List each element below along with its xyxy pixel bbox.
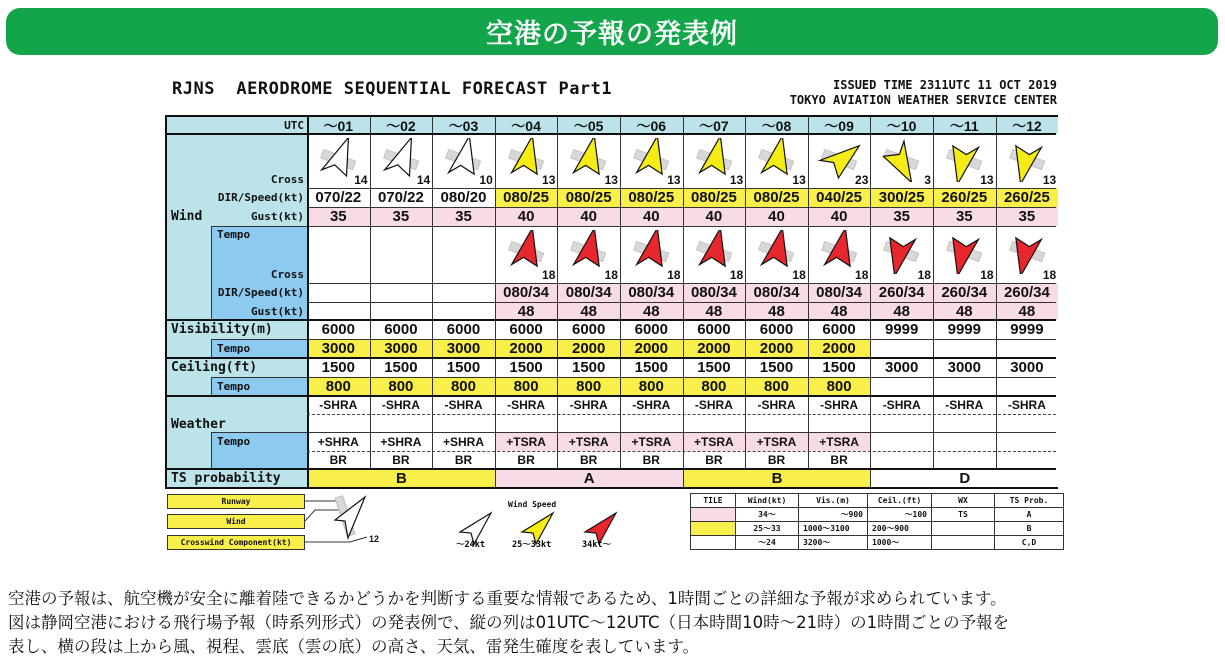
visibility-tempo-value: 3000 xyxy=(370,339,433,358)
wind-speed-title: Wind Speed xyxy=(508,500,557,509)
tempo-wind-arrow-cell xyxy=(307,226,370,283)
tempo-dir-speed-label: DIR/Speed(kt) xyxy=(217,286,304,299)
visibility-value: 9999 xyxy=(996,320,1059,339)
tempo-wind-dir-speed: 260/34 xyxy=(870,283,933,302)
section-divider xyxy=(167,357,1056,359)
section-divider xyxy=(167,468,1056,470)
tempo-crosswind-value: 18 xyxy=(792,268,806,282)
crosswind-value: 13 xyxy=(729,173,744,187)
forecast-table xyxy=(165,115,1058,489)
wind-dir-speed: 080/20 xyxy=(432,188,495,207)
weather-tempo-value: +TSRA xyxy=(808,432,871,451)
wind-dir-speed: 070/22 xyxy=(370,188,433,207)
weather-tempo-value-2: BR xyxy=(557,451,620,469)
weather-tempo-value: +TSRA xyxy=(745,432,808,451)
th-ts: TS Prob. xyxy=(995,494,1064,508)
ceiling-value: 3000 xyxy=(933,358,996,377)
crosswind-value: 14 xyxy=(416,173,431,187)
ceiling-label: Ceiling(ft) xyxy=(171,360,258,375)
visibility-value: 6000 xyxy=(557,320,620,339)
wind-dir-speed: 080/25 xyxy=(557,188,620,207)
ceiling-value: 1500 xyxy=(432,358,495,377)
tile-legend-row xyxy=(691,508,1064,522)
tile-legend-table xyxy=(690,493,1064,550)
tempo-wind-gust xyxy=(432,302,495,320)
row-divider xyxy=(307,432,1056,433)
wind-gust: 35 xyxy=(307,207,370,226)
visibility-tempo-value: 3000 xyxy=(432,339,495,358)
column-divider xyxy=(808,117,809,469)
wind-gust: 40 xyxy=(745,207,808,226)
visibility-tempo-value xyxy=(933,339,996,358)
wind-arrow-cell xyxy=(996,134,1059,188)
wind-arrow-cell xyxy=(870,134,933,188)
weather-value: -SHRA xyxy=(870,396,933,414)
issuing-center: TOKYO AVIATION WEATHER SERVICE CENTER xyxy=(789,93,1057,107)
th-ceil: Ceil.(ft) xyxy=(868,494,932,508)
tile-ceil: 1000～ xyxy=(868,536,932,550)
wind-arrow-cell xyxy=(683,134,746,188)
weather-empty xyxy=(933,414,996,432)
utc-column-header: ～09 xyxy=(808,117,871,134)
column-divider xyxy=(370,117,371,469)
ceiling-value: 3000 xyxy=(996,358,1059,377)
tempo-wind-arrow-cell xyxy=(432,226,495,283)
tempo-wind-arrow-cell xyxy=(683,226,746,283)
weather-tempo-value-2: BR xyxy=(307,451,370,469)
tile-ts: B xyxy=(995,522,1064,536)
column-divider xyxy=(683,117,684,469)
ts-probability-value: A xyxy=(495,469,683,487)
description-line: 空港の予報は、航空機が安全に離着陸できるかどうかを判断する重要な情報であるため、1時間ごとの詳細な予報が求められています。 xyxy=(8,589,1007,608)
weather-value: -SHRA xyxy=(745,396,808,414)
tile-vis: 3200～ xyxy=(799,536,868,550)
tempo-wind-arrow-cell xyxy=(808,226,871,283)
ceiling-value: 1500 xyxy=(745,358,808,377)
dashed-divider xyxy=(307,451,1056,452)
wind-dir-speed: 040/25 xyxy=(808,188,871,207)
tempo-wind-gust: 48 xyxy=(557,302,620,320)
legend-speed-low: ～24kt xyxy=(456,540,485,550)
weather-tempo-value: +SHRA xyxy=(370,432,433,451)
wind-gust: 40 xyxy=(683,207,746,226)
wind-gust: 35 xyxy=(996,207,1059,226)
weather-tempo-value-2: BR xyxy=(683,451,746,469)
weather-empty xyxy=(370,414,433,432)
column-divider xyxy=(933,117,934,469)
visibility-value: 6000 xyxy=(307,320,370,339)
tempo-wind-gust: 48 xyxy=(495,302,558,320)
weather-empty xyxy=(683,414,746,432)
weather-tempo-value-2 xyxy=(996,451,1059,469)
tile-swatch-yellow xyxy=(691,522,736,536)
visibility-label: Visibility(m) xyxy=(171,322,273,337)
visibility-tempo-value: 2000 xyxy=(495,339,558,358)
wind-label: Wind xyxy=(171,209,203,224)
weather-empty xyxy=(870,414,933,432)
utc-column-header: ～12 xyxy=(996,117,1059,134)
crosswind-value: 14 xyxy=(354,173,368,187)
weather-value: -SHRA xyxy=(370,396,433,414)
legend-wind-label: Wind xyxy=(167,514,305,529)
gust-label: Gust(kt) xyxy=(251,210,304,223)
tile-legend-row xyxy=(691,536,1064,550)
wind-arrow-cell xyxy=(557,134,620,188)
weather-tempo-value-2: BR xyxy=(745,451,808,469)
visibility-value: 6000 xyxy=(808,320,871,339)
column-divider xyxy=(996,117,997,469)
dashed-divider xyxy=(307,414,1056,415)
ceiling-tempo-value xyxy=(870,377,933,396)
wind-arrow-cell xyxy=(495,134,558,188)
row-divider xyxy=(211,226,1056,227)
weather-value: -SHRA xyxy=(933,396,996,414)
utc-column-header: ～05 xyxy=(557,117,620,134)
tempo-crosswind-value: 18 xyxy=(729,268,744,282)
weather-empty xyxy=(808,414,871,432)
ceiling-tempo-value: 800 xyxy=(307,377,370,396)
forecast-title: RJNS AERODROME SEQUENTIAL FORECAST Part1 xyxy=(172,79,613,99)
row-divider xyxy=(307,283,1056,284)
weather-tempo-value-2: BR xyxy=(808,451,871,469)
tempo-wind-dir-speed: 260/34 xyxy=(933,283,996,302)
crosswind-value: 13 xyxy=(980,173,994,187)
tempo-wind-dir-speed: 080/34 xyxy=(808,283,871,302)
weather-tempo-value-2: BR xyxy=(620,451,683,469)
legend-sample-cross: 12 xyxy=(369,534,380,544)
crosswind-value: 13 xyxy=(1042,173,1057,187)
tempo-wind-dir-speed: 080/34 xyxy=(557,283,620,302)
wind-arrow-cell xyxy=(432,134,495,188)
description-line: 表し、横の段は上から風、視程、雲底（雲の底）の高さ、天気、雷発生確度を表しています。 xyxy=(8,637,700,656)
ceiling-tempo-label: Tempo xyxy=(217,380,251,393)
weather-tempo-value-2: BR xyxy=(495,451,558,469)
tempo-wind-dir-speed xyxy=(432,283,495,302)
ceiling-value: 1500 xyxy=(307,358,370,377)
tempo-cross-label: Cross xyxy=(270,268,304,281)
wind-gust: 40 xyxy=(620,207,683,226)
ceiling-tempo-value: 800 xyxy=(370,377,433,396)
weather-tempo-value-2 xyxy=(933,451,996,469)
wind-dir-speed: 080/25 xyxy=(745,188,808,207)
weather-empty xyxy=(557,414,620,432)
tempo-wind-gust: 48 xyxy=(683,302,746,320)
wind-gust: 40 xyxy=(808,207,871,226)
weather-value: -SHRA xyxy=(996,396,1059,414)
ceiling-value: 1500 xyxy=(557,358,620,377)
th-wind: Wind(kt) xyxy=(736,494,799,508)
visibility-value: 6000 xyxy=(745,320,808,339)
row-divider xyxy=(307,188,1056,189)
utc-column-header: ～08 xyxy=(745,117,808,134)
weather-value: -SHRA xyxy=(495,396,558,414)
ts-probability-label: TS probability xyxy=(171,470,281,486)
visibility-value: 6000 xyxy=(495,320,558,339)
utc-column-header: ～06 xyxy=(620,117,683,134)
ceiling-tempo-value: 800 xyxy=(432,377,495,396)
weather-tempo-value: +TSRA xyxy=(620,432,683,451)
tempo-crosswind-value: 18 xyxy=(1042,268,1057,282)
legend-diagram-icon xyxy=(305,490,425,550)
legend-speed-high: 34kt～ xyxy=(582,540,611,550)
ceiling-value: 3000 xyxy=(870,358,933,377)
row-divider xyxy=(307,302,1056,303)
legend-crosswind-label: Crosswind Component(kt) xyxy=(167,535,305,550)
tempo-wind-gust: 48 xyxy=(745,302,808,320)
column-divider xyxy=(495,117,496,469)
th-tile: TILE xyxy=(691,494,736,508)
description-line: 図は静岡空港における飛行場予報（時系列形式）の発表例で、縦の列は01UTC～12UTC（日本時間10時～21時）の1時間ごとの予報を xyxy=(8,613,1010,632)
ts-probability-value: B xyxy=(307,469,495,487)
wind-arrow-cell xyxy=(745,134,808,188)
weather-value: -SHRA xyxy=(432,396,495,414)
tile-vis: ～900 xyxy=(799,508,868,522)
column-divider xyxy=(557,117,558,469)
crosswind-value: 13 xyxy=(667,173,681,187)
wind-dir-speed: 080/25 xyxy=(620,188,683,207)
ceiling-value: 1500 xyxy=(370,358,433,377)
weather-tempo-value: +TSRA xyxy=(557,432,620,451)
tile-ts: C,D xyxy=(995,536,1064,550)
visibility-tempo-value: 3000 xyxy=(307,339,370,358)
weather-value: -SHRA xyxy=(557,396,620,414)
weather-tempo-value xyxy=(870,432,933,451)
tempo-crosswind-value: 18 xyxy=(542,268,556,282)
tempo-crosswind-value: 18 xyxy=(917,268,931,282)
weather-tempo-value xyxy=(996,432,1059,451)
crosswind-value: 23 xyxy=(855,173,869,187)
issued-time: ISSUED TIME 2311UTC 11 OCT 2019 xyxy=(833,78,1057,92)
tile-legend-header xyxy=(691,494,1064,508)
tempo-wind-dir-speed: 080/34 xyxy=(620,283,683,302)
tempo-wind-arrow-cell xyxy=(370,226,433,283)
tile-legend-row xyxy=(691,522,1064,536)
th-vis: Vis.(m) xyxy=(799,494,868,508)
wind-gust: 40 xyxy=(495,207,558,226)
weather-tempo-value: +SHRA xyxy=(432,432,495,451)
visibility-tempo-value xyxy=(996,339,1059,358)
wind-arrow-cell xyxy=(808,134,871,188)
section-divider xyxy=(167,319,1056,321)
description xyxy=(8,587,1223,659)
utc-column-header: ～11 xyxy=(933,117,996,134)
issued-info xyxy=(790,78,1057,108)
ceiling-tempo-value: 800 xyxy=(620,377,683,396)
tempo-wind-arrow-cell xyxy=(620,226,683,283)
weather-empty xyxy=(620,414,683,432)
utc-column-header: ～03 xyxy=(432,117,495,134)
tempo-wind-gust: 48 xyxy=(620,302,683,320)
wind-arrow-cell xyxy=(933,134,996,188)
section-divider xyxy=(167,133,1056,135)
ceiling-tempo-value: 800 xyxy=(495,377,558,396)
tempo-wind-arrow-cell xyxy=(557,226,620,283)
ceiling-value: 1500 xyxy=(495,358,558,377)
tempo-gust-label: Gust(kt) xyxy=(251,304,304,318)
tile-wx xyxy=(932,536,995,550)
utc-label: UTC xyxy=(284,119,304,132)
weather-tempo-value-2: BR xyxy=(432,451,495,469)
wind-gust: 40 xyxy=(557,207,620,226)
cross-label: Cross xyxy=(270,173,304,186)
visibility-value: 6000 xyxy=(370,320,433,339)
ceiling-tempo-value: 800 xyxy=(745,377,808,396)
weather-value: -SHRA xyxy=(620,396,683,414)
th-wx: WX xyxy=(932,494,995,508)
wind-arrow-icon xyxy=(876,138,926,182)
visibility-value: 9999 xyxy=(870,320,933,339)
page-banner xyxy=(6,8,1218,55)
ceiling-tempo-value: 800 xyxy=(557,377,620,396)
crosswind-value: 13 xyxy=(792,173,806,187)
visibility-tempo-value: 2000 xyxy=(620,339,683,358)
wind-dir-speed: 080/25 xyxy=(495,188,558,207)
tempo-wind-arrow-cell xyxy=(870,226,933,283)
column-divider xyxy=(870,117,871,469)
weather-tempo-label: Tempo xyxy=(217,435,251,448)
visibility-tempo-value: 2000 xyxy=(745,339,808,358)
ts-probability-value: B xyxy=(683,469,871,487)
visibility-tempo-value: 2000 xyxy=(557,339,620,358)
weather-tempo-value: +TSRA xyxy=(683,432,746,451)
wind-gust: 35 xyxy=(933,207,996,226)
tempo-wind-gust: 48 xyxy=(933,302,996,320)
ceiling-tempo-value xyxy=(996,377,1059,396)
crosswind-value: 13 xyxy=(542,173,556,187)
column-divider xyxy=(620,117,621,469)
ts-probability-value: D xyxy=(870,469,1058,487)
weather-value: -SHRA xyxy=(683,396,746,414)
visibility-tempo-label: Tempo xyxy=(217,342,251,355)
crosswind-value: 13 xyxy=(604,173,618,187)
visibility-value: 6000 xyxy=(432,320,495,339)
column-divider xyxy=(745,117,746,469)
crosswind-value: 3 xyxy=(924,173,931,187)
row-divider xyxy=(211,339,1056,340)
tile-ceil: ～100 xyxy=(868,508,932,522)
ceiling-tempo-value: 800 xyxy=(808,377,871,396)
wind-tempo-label: Tempo xyxy=(217,228,251,241)
tile-wind: 34～ xyxy=(736,508,799,522)
tempo-wind-arrow-cell xyxy=(745,226,808,283)
weather-tempo-value-2: BR xyxy=(370,451,433,469)
tile-wx: TS xyxy=(932,508,995,522)
visibility-value: 6000 xyxy=(683,320,746,339)
weather-empty xyxy=(996,414,1059,432)
section-divider xyxy=(167,395,1056,397)
tile-vis: 1000～3100 xyxy=(799,522,868,536)
weather-empty xyxy=(432,414,495,432)
tile-swatch-pink xyxy=(691,508,736,522)
tile-ts: A xyxy=(995,508,1064,522)
weather-empty xyxy=(307,414,370,432)
dir-speed-label: DIR/Speed(kt) xyxy=(217,191,304,204)
tempo-crosswind-value: 18 xyxy=(667,268,681,282)
tempo-crosswind-value: 18 xyxy=(855,268,869,282)
tile-swatch-white xyxy=(691,536,736,550)
tempo-crosswind-value: 18 xyxy=(604,268,618,282)
tile-ceil: 200～900 xyxy=(868,522,932,536)
weather-label: Weather xyxy=(171,417,226,432)
label-divider xyxy=(307,117,309,487)
weather-value: -SHRA xyxy=(307,396,370,414)
row-divider xyxy=(211,377,1056,378)
utc-column-header: ～01 xyxy=(307,117,370,134)
wind-arrow-cell xyxy=(370,134,433,188)
tempo-wind-gust: 48 xyxy=(808,302,871,320)
tempo-wind-gust: 48 xyxy=(996,302,1059,320)
visibility-tempo-value xyxy=(870,339,933,358)
weather-tempo-value: +TSRA xyxy=(495,432,558,451)
utc-column-header: ～10 xyxy=(870,117,933,134)
utc-column-header: ～02 xyxy=(370,117,433,134)
tempo-wind-arrow-cell xyxy=(495,226,558,283)
legend-speed-mid: 25～33kt xyxy=(512,540,552,550)
utc-column-header: ～04 xyxy=(495,117,558,134)
wind-dir-speed: 080/25 xyxy=(683,188,746,207)
wind-dir-speed: 070/22 xyxy=(307,188,370,207)
tile-wind: ～24 xyxy=(736,536,799,550)
tempo-wind-dir-speed: 080/34 xyxy=(683,283,746,302)
visibility-tempo-value: 2000 xyxy=(808,339,871,358)
row-divider xyxy=(307,207,1056,208)
tempo-wind-dir-speed xyxy=(307,283,370,302)
crosswind-value: 10 xyxy=(479,173,493,187)
column-divider xyxy=(432,117,433,469)
tempo-crosswind-value: 18 xyxy=(980,268,994,282)
wind-gust: 35 xyxy=(870,207,933,226)
ceiling-value: 1500 xyxy=(683,358,746,377)
tempo-wind-dir-speed: 080/34 xyxy=(495,283,558,302)
tile-wx xyxy=(932,522,995,536)
weather-empty xyxy=(495,414,558,432)
weather-tempo-value: +SHRA xyxy=(307,432,370,451)
tempo-wind-dir-speed: 260/34 xyxy=(996,283,1059,302)
wind-arrow-cell xyxy=(307,134,370,188)
wind-dir-speed: 260/25 xyxy=(996,188,1059,207)
ceiling-value: 1500 xyxy=(808,358,871,377)
wind-gust: 35 xyxy=(370,207,433,226)
weather-tempo-value-2 xyxy=(870,451,933,469)
visibility-tempo-value: 2000 xyxy=(683,339,746,358)
banner-title: 空港の予報の発表例 xyxy=(486,19,738,50)
tempo-wind-gust: 48 xyxy=(870,302,933,320)
visibility-value: 9999 xyxy=(933,320,996,339)
weather-value: -SHRA xyxy=(808,396,871,414)
tile-wind: 25～33 xyxy=(736,522,799,536)
wind-dir-speed: 300/25 xyxy=(870,188,933,207)
tempo-wind-arrow-cell xyxy=(996,226,1059,283)
wind-arrow-cell xyxy=(620,134,683,188)
tempo-wind-gust xyxy=(370,302,433,320)
tempo-wind-gust xyxy=(307,302,370,320)
ceiling-value: 1500 xyxy=(620,358,683,377)
tempo-wind-dir-speed: 080/34 xyxy=(745,283,808,302)
tempo-wind-dir-speed xyxy=(370,283,433,302)
wind-gust: 35 xyxy=(432,207,495,226)
wind-dir-speed: 260/25 xyxy=(933,188,996,207)
visibility-value: 6000 xyxy=(620,320,683,339)
tempo-wind-arrow-cell xyxy=(933,226,996,283)
ceiling-tempo-value xyxy=(933,377,996,396)
ceiling-tempo-value: 800 xyxy=(683,377,746,396)
utc-column-header: ～07 xyxy=(683,117,746,134)
weather-empty xyxy=(745,414,808,432)
weather-tempo-value xyxy=(933,432,996,451)
legend-runway-label: Runway xyxy=(167,494,305,509)
